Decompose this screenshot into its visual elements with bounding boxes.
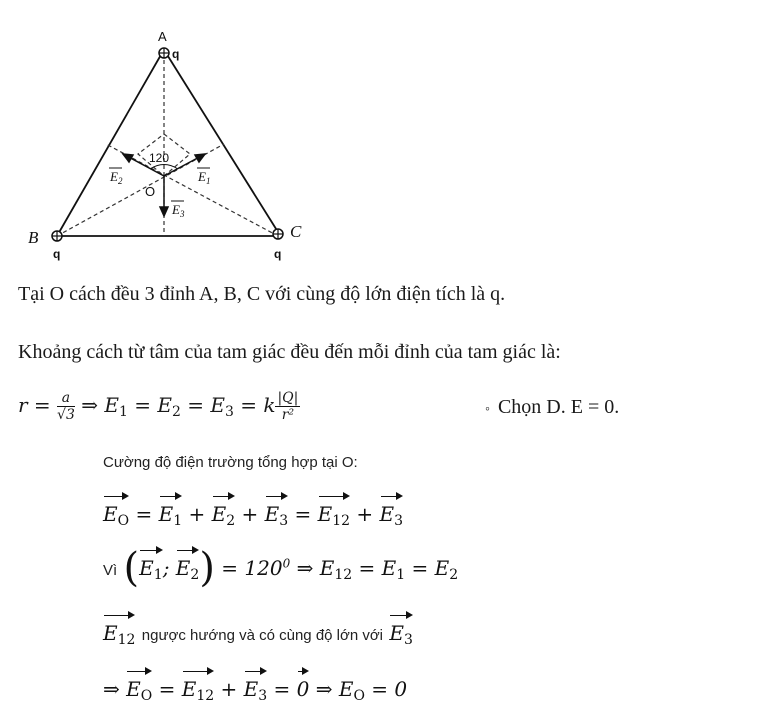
center-o-label: O — [145, 184, 156, 199]
charge-c-label: q — [274, 247, 282, 261]
equilateral-triangle-diagram — [20, 24, 320, 264]
vertex-a-label: A — [158, 29, 167, 44]
intro-line-2: Khoảng cách từ tâm của tam giác đều đến mỗi đỉnh của tam giác là: — [18, 341, 561, 363]
vector-sum-equation: $E_O = E_1 + E_2 + E_3 = E_{12} + E_3$ — [103, 493, 403, 529]
triangle-side-ab — [57, 53, 162, 236]
e1-label: $E_1$ — [198, 169, 211, 186]
vertex-b-label: B — [28, 228, 39, 247]
opposite-direction-line: $E_{12}$ ngược hướng và có cùng độ lớn với $E_3$ — [103, 612, 413, 648]
vertex-c-label: C — [290, 222, 302, 241]
angle-equation: Vì ($E_1$; $E_2) = 120^0$ ⇒ $E_{12} = E_1 = E_2$ — [103, 545, 459, 591]
distance-formula: r = $\frac{a}{√3}$ ⇒ $E_1 = E_2 = E_3 = k$ $\frac{|Q|}{\text{r²}}$ — [18, 390, 299, 423]
angle-label: 120 — [149, 151, 170, 165]
answer-line: ◦ Chọn D. E = 0. — [485, 396, 620, 418]
triangle-side-ac — [166, 53, 278, 232]
charge-a-label: q — [172, 47, 180, 61]
final-equation: ⇒ $E_O = E_{12} + E_3 = 0$ ⇒ $E_O = 0$ — [103, 668, 407, 704]
e2-label: $E_2$ — [110, 169, 123, 186]
intro-line-1: Tại O cách đều 3 đỉnh A, B, C với cùng độ lớn điện tích là q. — [18, 283, 506, 305]
e3-label: $E_3$ — [172, 202, 185, 219]
charge-b-label: q — [53, 247, 61, 261]
bullet-icon: ◦ — [485, 402, 490, 417]
solution-heading: Cường độ điện trường tổng hợp tại O: — [103, 454, 358, 471]
